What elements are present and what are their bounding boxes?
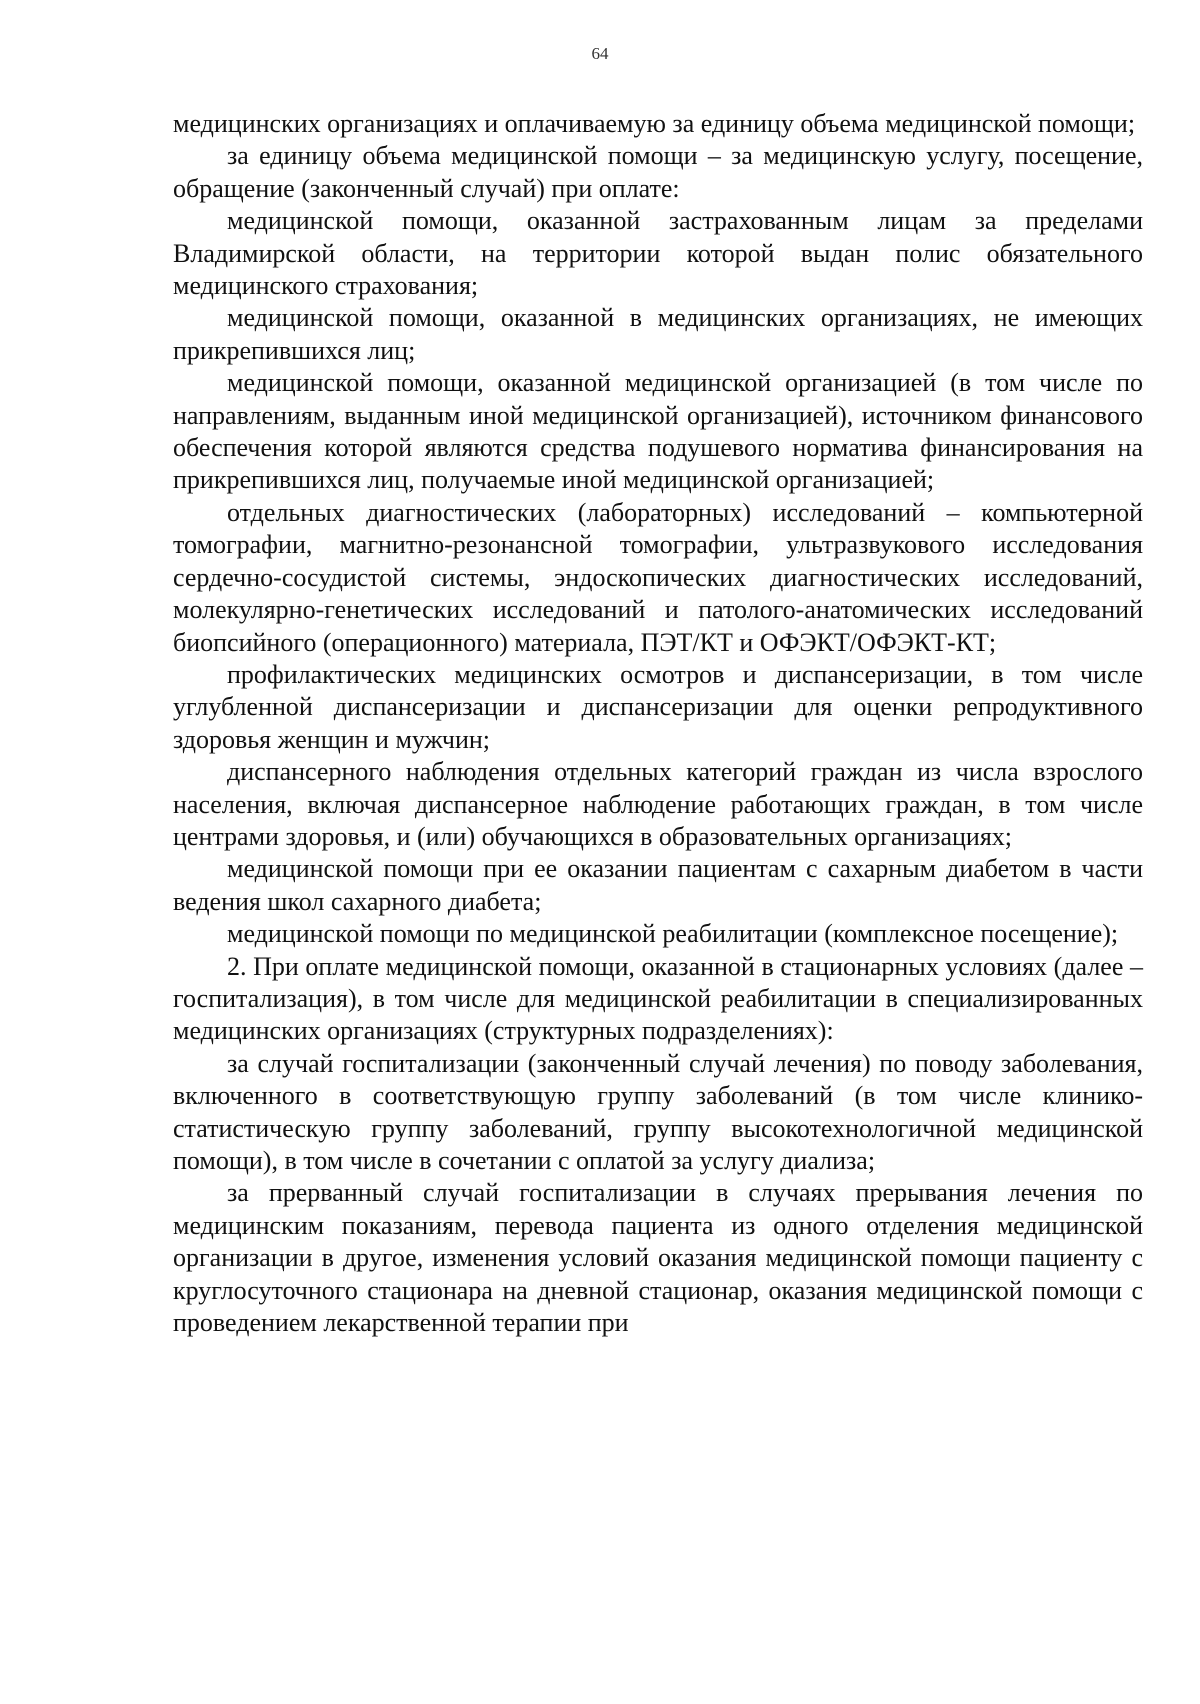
paragraph: диспансерного наблюдения отдельных категорий граждан из числа взрослого населения, включая диспансерное наблюдение работающих граждан, в том числе центрами здоровья, и (или) обучающихся в образовательных организациях; xyxy=(173,757,1143,851)
page-number: 64 xyxy=(591,44,609,63)
paragraph: медицинской помощи по медицинской реабилитации (комплексное посещение); xyxy=(227,919,1119,949)
paragraph: профилактических медицинских осмотров и диспансеризации, в том числе углубленной диспансеризации и диспансеризации для оценки репродуктивного здоровья женщин и мужчин; xyxy=(173,659,1143,754)
paragraph: за единицу объема медицинской помощи – за медицинскую услугу, посещение, обращение (законченный случай) при оплате: xyxy=(173,141,1143,203)
paragraph: медицинских организациях и оплачиваемую за единицу объема медицинской помощи; xyxy=(173,109,1136,138)
paragraph: медицинской помощи, оказанной медицинской организацией (в том числе по направлениям, выданным иной медицинской организацией), источником финансового обеспечения которой являются средства подушевого норматива финансирования на прикрепившихся лиц, получаемые иной медицинской организацией; xyxy=(173,368,1143,495)
paragraph: медицинской помощи при ее оказании пациентам с сахарным диабетом в части ведения школ сахарного диабета; xyxy=(173,854,1143,916)
paragraph: за прерванный случай госпитализации в случаях прерывания лечения по медицинским показаниям, перевода пациента из одного отделения медицинской организации в другое, изменения условий оказания медицинской помощи пациенту с круглосуточного стационара на дневной стационар, оказания медицинской помощи с проведением лекарственной терапии при xyxy=(173,1178,1143,1338)
paragraph: отдельных диагностических (лабораторных) исследований – компьютерной томографии, магнитно-резонансной томографии, ультразвукового исследования сердечно-сосудистой системы, эндоскопических диагностических исследований, молекулярно-генетических исследований и патолого-анатомических исследований биопсийного (операционного) материала, ПЭТ/КТ и ОФЭКТ/ОФЭКТ-КТ; xyxy=(173,497,1143,657)
paragraph: медицинской помощи, оказанной в медицинских организациях, не имеющих прикрепившихся лиц; xyxy=(173,303,1143,365)
paragraph: 2. При оплате медицинской помощи, оказанной в стационарных условиях (далее – госпитализация), в том числе для медицинской реабилитации в специализированных медицинских организациях (структурных подразделениях): xyxy=(173,951,1143,1046)
paragraph: медицинской помощи, оказанной застрахованным лицам за пределами Владимирской области, на территории которой выдан полис обязательного медицинского страхования; xyxy=(173,206,1143,301)
paragraph: за случай госпитализации (законченный случай лечения) по поводу заболевания, включенного в соответствующую группу заболеваний (в том числе клинико-статистическую группу заболеваний, группу высокотехнологичной медицинской помощи), в том числе в сочетании с оплатой за услугу диализа; xyxy=(173,1048,1143,1175)
document-body xyxy=(173,108,1143,1339)
